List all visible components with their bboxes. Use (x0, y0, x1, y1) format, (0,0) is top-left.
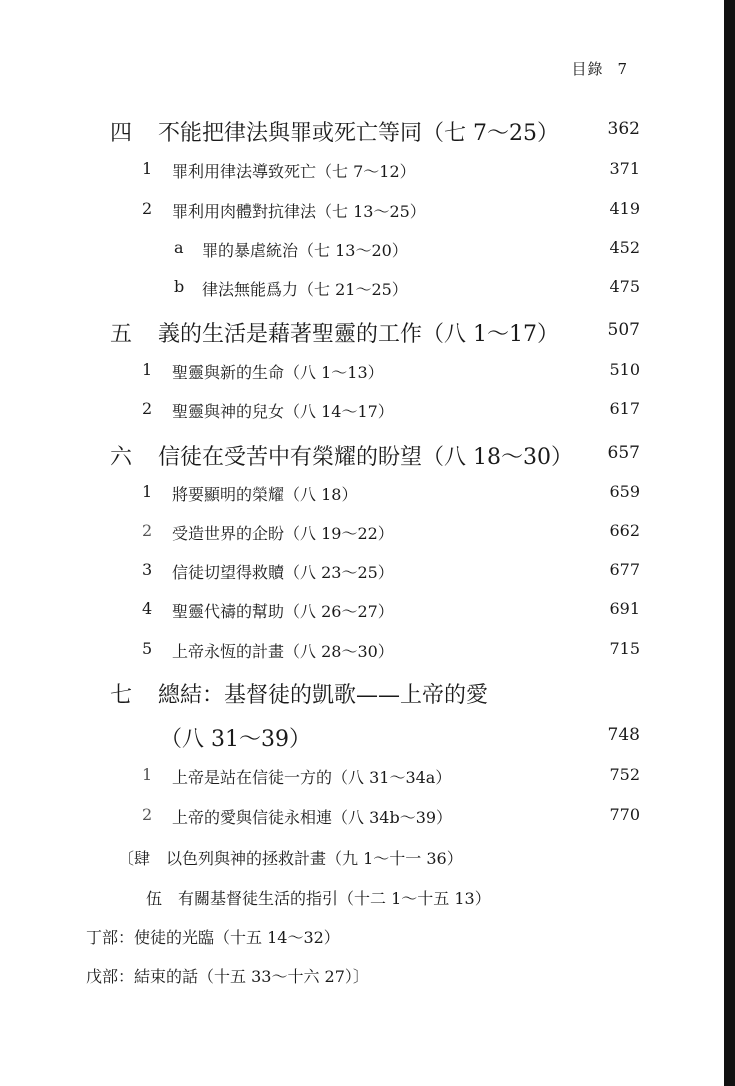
toc-tail-line[interactable]: 〔肆 以色列與神的拯救計畫（九 1～十一 36） (118, 849, 463, 868)
toc-entry-subsection[interactable] (0, 360, 640, 390)
entry-title: 聖靈代禱的幫助（八 26～27） (172, 602, 394, 621)
entry-title: 上帝是站在信徒一方的（八 31～34a） (172, 768, 452, 787)
toc-entry-section[interactable] (0, 317, 640, 347)
page-header (0, 58, 628, 79)
entry-page: 475 (609, 277, 640, 296)
entry-page: 715 (609, 639, 640, 658)
toc-entry-section[interactable] (0, 116, 640, 146)
toc-tail-line[interactable]: 丁部：使徒的光臨（十五 14～32） (86, 928, 340, 947)
entry-title: 聖靈與新的生命（八 1～13） (172, 363, 384, 382)
toc-entry-subsubsection[interactable] (0, 277, 640, 307)
entry-title: 信徒切望得救贖（八 23～25） (172, 563, 394, 582)
entry-title: 將要顯明的榮耀（八 18） (172, 485, 358, 504)
toc-entry-subsection[interactable] (0, 199, 640, 229)
entry-title: 不能把律法與罪或死亡等同（七 7～25） (158, 121, 559, 146)
entry-title: 罪利用律法導致死亡（七 7～12） (172, 162, 416, 181)
entry-page: 659 (609, 482, 640, 501)
toc-entry-subsection[interactable] (0, 805, 640, 835)
toc-entry-subsection[interactable] (0, 560, 640, 590)
toc-tail-line[interactable]: 伍 有關基督徒生活的指引（十二 1～十五 13） (146, 889, 491, 908)
toc-entry-subsection[interactable] (0, 599, 640, 629)
toc-entry-subsection[interactable] (0, 159, 640, 189)
entry-title: 上帝的愛與信徒永相連（八 34b～39） (172, 808, 453, 827)
page-number: 7 (617, 60, 628, 78)
entry-page: 617 (609, 399, 640, 418)
entry-number: 2 (142, 805, 153, 824)
entry-page: 748 (607, 725, 640, 745)
entry-number: a (174, 238, 184, 257)
entry-number: 五 (110, 322, 133, 347)
entry-page: 510 (609, 360, 640, 379)
entry-page: 657 (607, 443, 640, 463)
entry-page: 752 (609, 765, 640, 784)
entry-number: 3 (142, 560, 153, 579)
entry-number: 1 (142, 159, 153, 178)
entry-number: b (174, 277, 185, 296)
entry-number: 2 (142, 199, 153, 218)
entry-page: 662 (609, 521, 640, 540)
entry-number: 1 (142, 482, 153, 501)
entry-number: 1 (142, 360, 153, 379)
toc-entry-section[interactable] (0, 678, 640, 708)
entry-number: 六 (110, 445, 133, 470)
entry-page: 677 (609, 560, 640, 579)
toc-entry-section[interactable] (0, 440, 640, 470)
entry-title: 受造世界的企盼（八 19～22） (172, 524, 394, 543)
entry-number: 2 (142, 521, 153, 540)
entry-number: 七 (110, 683, 133, 708)
entry-page: 507 (607, 320, 640, 340)
entry-page: 452 (609, 238, 640, 257)
toc-entry-subsubsection[interactable] (0, 238, 640, 268)
entry-title: 總結：基督徒的凱歌——上帝的愛 (158, 683, 489, 708)
entry-title: 信徒在受苦中有榮耀的盼望（八 18～30） (158, 445, 573, 470)
entry-title: 聖靈與神的兒女（八 14～17） (172, 402, 394, 421)
toc-entry-subsection[interactable] (0, 521, 640, 551)
entry-page: 362 (607, 119, 640, 139)
section-label: 目錄 (571, 60, 604, 78)
entry-title: 上帝永恆的計畫（八 28～30） (172, 642, 394, 661)
entry-number: 1 (142, 765, 153, 784)
entry-page: 691 (609, 599, 640, 618)
entry-title: 罪利用肉體對抗律法（七 13～25） (172, 202, 426, 221)
entry-number: 2 (142, 399, 153, 418)
toc-entry-subsection[interactable] (0, 639, 640, 669)
entry-title: 律法無能爲力（七 21～25） (202, 280, 408, 299)
toc-entry-section-continued[interactable] (0, 722, 640, 752)
entry-page: 371 (609, 159, 640, 178)
entry-page: 770 (609, 805, 640, 824)
entry-number: 四 (110, 121, 133, 146)
page-edge-shadow (724, 0, 735, 1086)
entry-number: 5 (142, 639, 153, 658)
entry-page: 419 (609, 199, 640, 218)
toc-tail-line[interactable]: 戊部：結束的話（十五 33～十六 27）〕 (86, 967, 369, 986)
entry-title: （八 31～39） (160, 727, 311, 752)
entry-number: 4 (142, 599, 153, 618)
toc-entry-subsection[interactable] (0, 482, 640, 512)
entry-title: 罪的暴虐統治（七 13～20） (202, 241, 408, 260)
toc-entry-subsection[interactable] (0, 765, 640, 795)
toc-entry-subsection[interactable] (0, 399, 640, 429)
entry-title: 義的生活是藉著聖靈的工作（八 1～17） (158, 322, 559, 347)
